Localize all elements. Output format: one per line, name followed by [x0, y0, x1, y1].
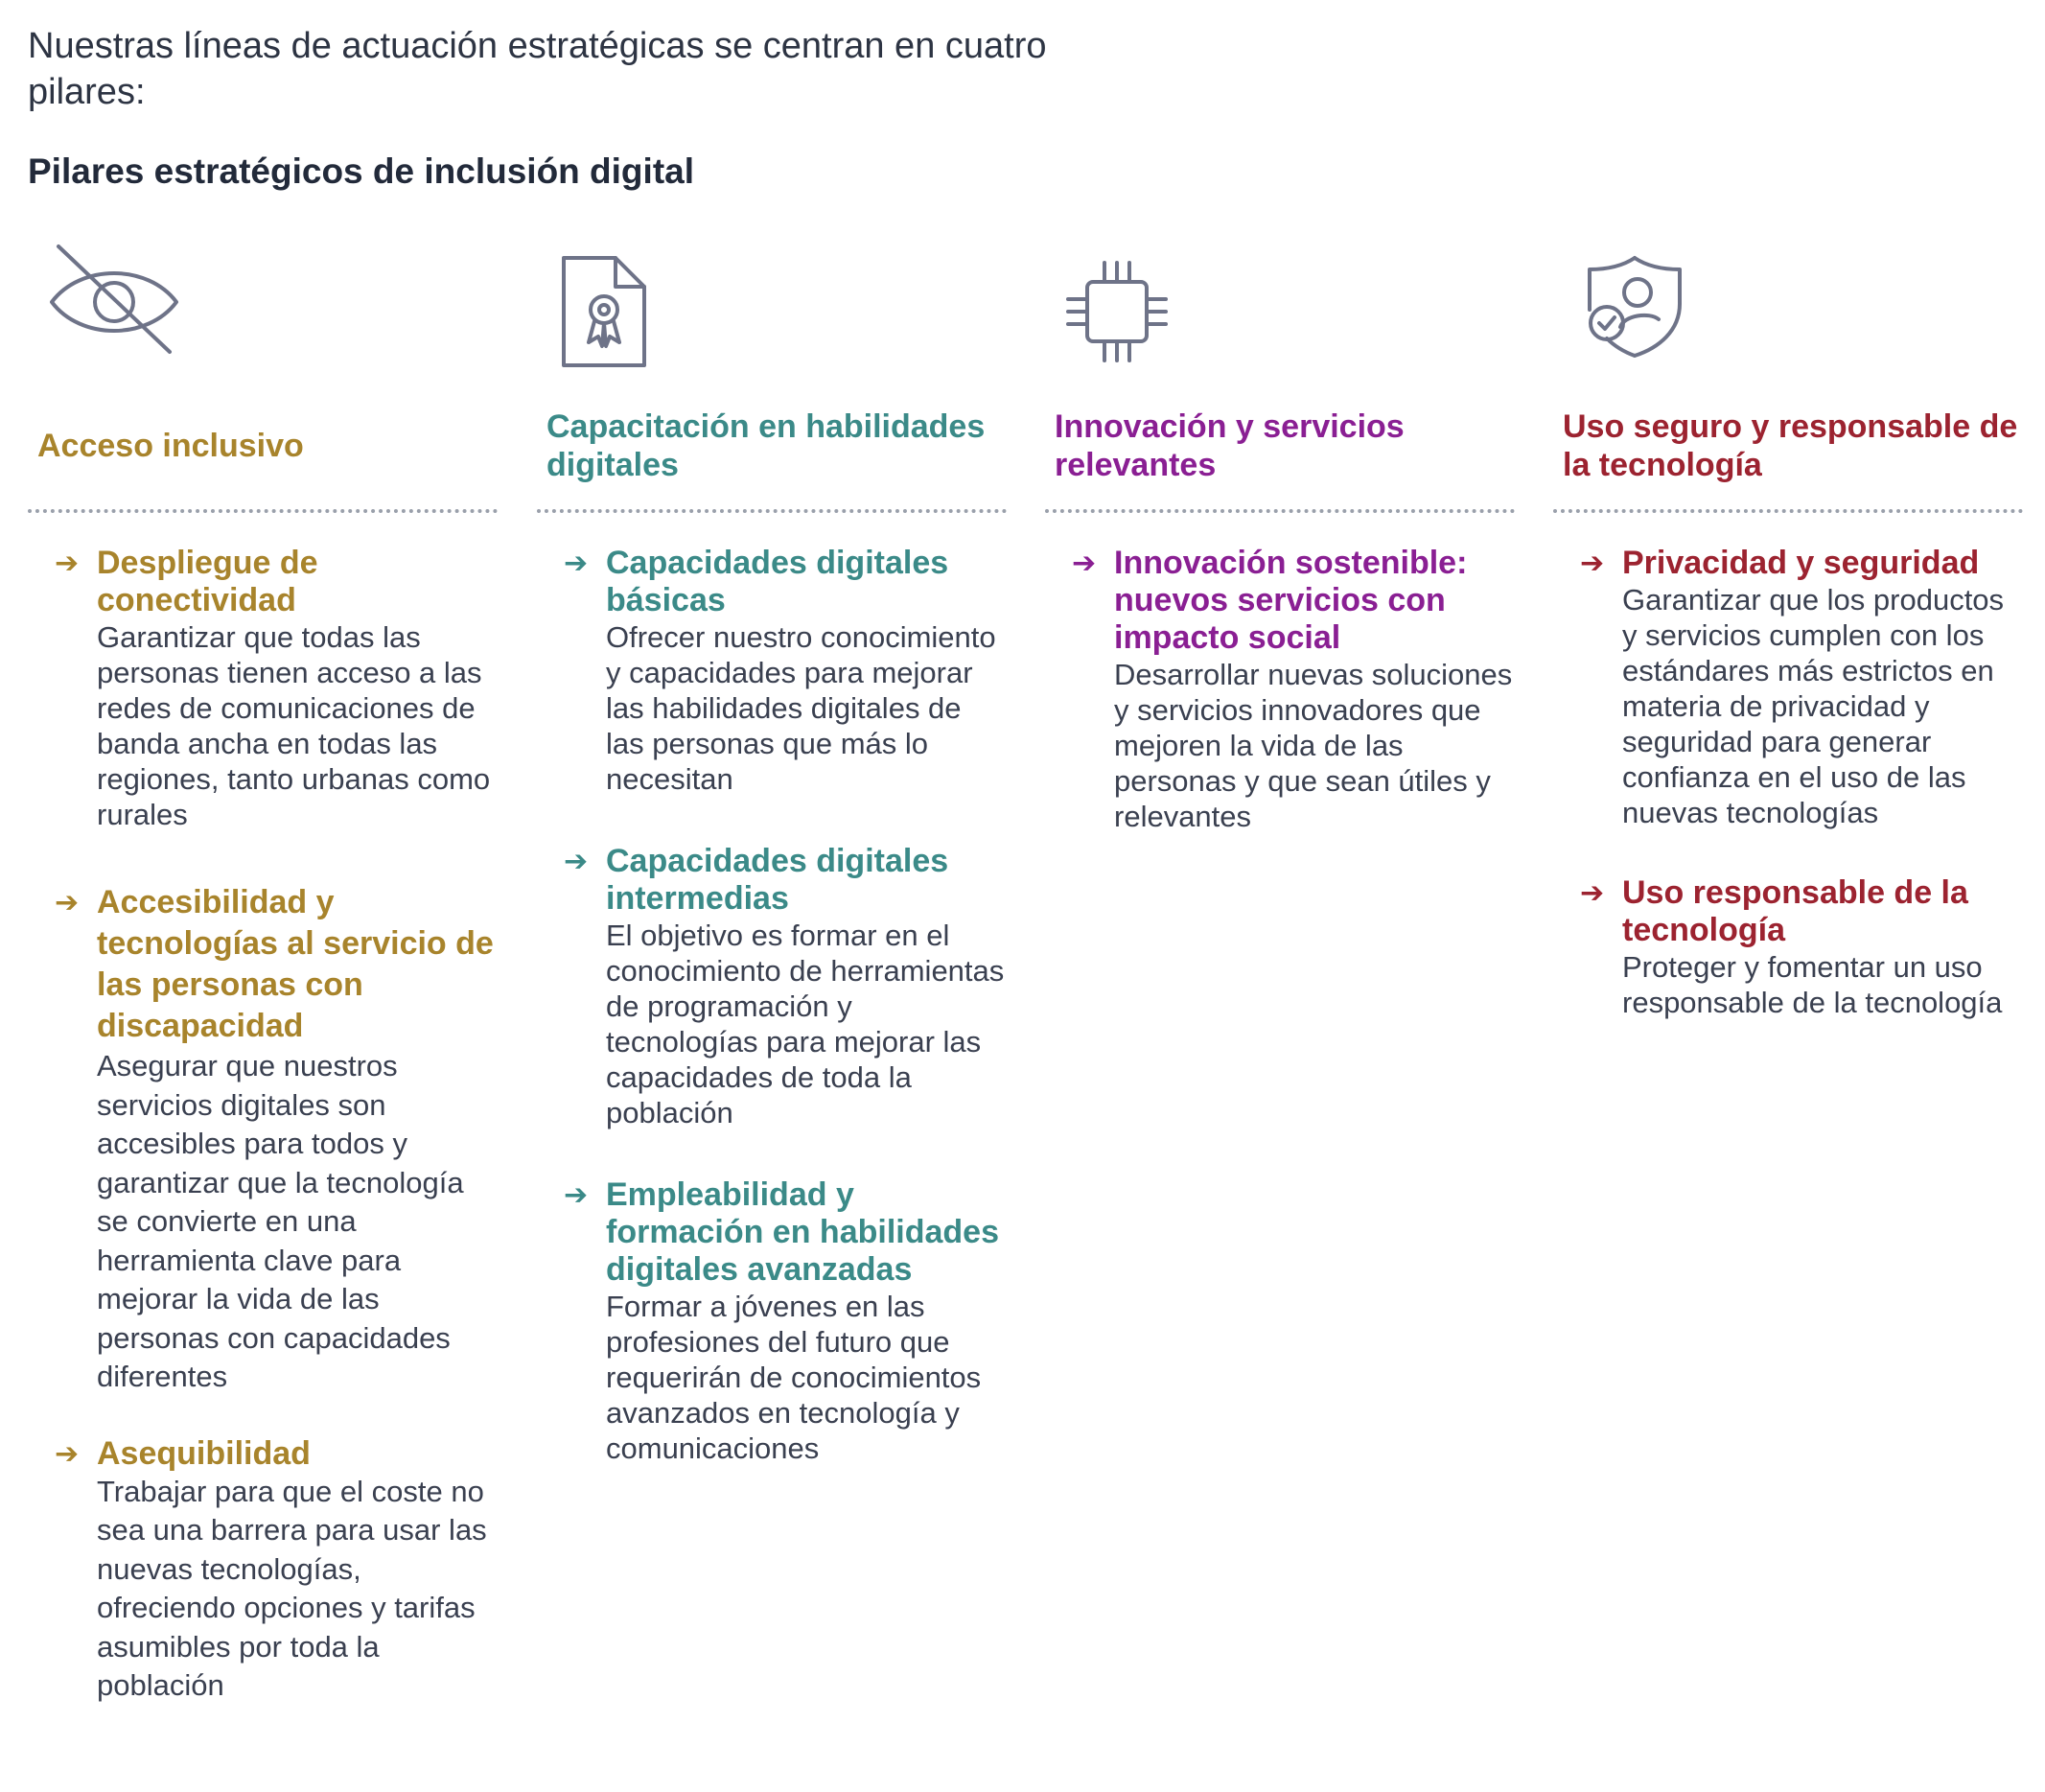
item-description: Formar a jóvenes en las profesiones del futuro que requerirán de conocimientos avanzados en tecnología y comunicaciones: [606, 1290, 982, 1465]
item-description: Ofrecer nuestro conocimiento y capacidades para mejorar las habilidades digitales de las personas que más lo necesitan: [606, 620, 996, 796]
list-item: [1072, 545, 1513, 834]
item-description: Garantizar que los productos y servicios cumplen con los estándares más estrictos en materia de privacidad y seguridad para generar confianza en el uso de las nuevas tecnologías: [1622, 583, 2005, 829]
pillar-title: Capacitación en habilidades digitales: [546, 408, 986, 483]
pillar-acceso-inclusivo: [28, 0, 502, 1792]
arrow-right-icon: ➔: [55, 887, 80, 919]
list-item: [55, 882, 496, 1397]
pillar-title: Uso seguro y responsable de la tecnología: [1563, 408, 2018, 483]
dotted-divider: [28, 509, 498, 513]
dotted-divider: [1045, 509, 1515, 513]
item-title: Empleabilidad y formación en habilidades digitales avanzadas: [606, 1176, 999, 1288]
item-title: Uso responsable de la tecnología: [1622, 874, 1968, 948]
item-description: Desarrollar nuevas soluciones y servicios innovadores que mejoren la vida de las personas y que sean útiles y relevantes: [1114, 658, 1513, 833]
arrow-right-icon: ➔: [55, 547, 80, 579]
item-title: Asequibilidad: [97, 1434, 311, 1472]
item-title: Capacidades digitales intermedias: [606, 843, 949, 917]
item-description: Asegurar que nuestros servicios digitales son accesibles para todos y garantizar que la tecnología se convierte en una herramienta clave para mejorar la vida de las personas con capacidades diferentes: [97, 1049, 464, 1393]
arrow-right-icon: ➔: [55, 1437, 80, 1470]
item-description: El objetivo es formar en el conocimiento de herramientas de programación y tecnologías para mejorar las capacidades de toda la población: [606, 919, 1005, 1129]
pillar-title: Innovación y servicios relevantes: [1055, 408, 1405, 483]
dotted-divider: [537, 509, 1007, 513]
list-item: [564, 843, 1005, 1130]
pillar-title: Acceso inclusivo: [37, 428, 304, 464]
user-shield-check-icon: [1582, 254, 1687, 360]
item-description: Trabajar para que el coste no sea una barrera para usar las nuevas tecnologías, ofreciendo opciones y tarifas asumibles por toda la población: [97, 1474, 487, 1702]
arrow-right-icon: ➔: [1072, 547, 1097, 579]
list-item: [1580, 545, 2021, 830]
item-title: Capacidades digitales básicas: [606, 545, 949, 618]
list-item: [564, 1176, 1005, 1466]
pillar-innovacion: [1045, 0, 1520, 1792]
arrow-right-icon: ➔: [564, 547, 589, 579]
dotted-divider: [1553, 509, 2023, 513]
section-title: Pilares estratégicos de inclusión digital: [28, 151, 694, 191]
item-description: Garantizar que todas las personas tienen acceso a las redes de comunicaciones de banda ancha en todas las regiones, tanto urbanas como rurales: [97, 620, 491, 831]
list-item: [55, 1435, 496, 1706]
certificate-document-icon: [556, 254, 652, 369]
chip-icon: [1064, 259, 1170, 364]
arrow-right-icon: ➔: [1580, 547, 1605, 579]
arrow-right-icon: ➔: [1580, 877, 1605, 909]
arrow-right-icon: ➔: [564, 846, 589, 877]
item-description: Proteger y fomentar un uso responsable de la tecnología: [1622, 950, 2003, 1019]
pillar-uso-seguro: [1553, 0, 2028, 1792]
intro-text: Nuestras líneas de actuación estratégicas se centran en cuatro pilares:: [28, 26, 1047, 112]
list-item: [55, 545, 496, 832]
list-item: [564, 545, 1005, 797]
item-title: Accesibilidad y tecnologías al servicio de las personas con discapacidad: [97, 884, 494, 1044]
item-title: Innovación sostenible: nuevos servicios con impacto social: [1114, 545, 1468, 656]
pillar-capacitacion: [537, 0, 1011, 1792]
item-title: Privacidad y seguridad: [1622, 545, 1980, 581]
eye-slash-icon: [47, 235, 181, 369]
list-item: [1580, 874, 2021, 1020]
item-title: Despliegue de conectividad: [97, 545, 318, 618]
arrow-right-icon: ➔: [564, 1179, 589, 1211]
